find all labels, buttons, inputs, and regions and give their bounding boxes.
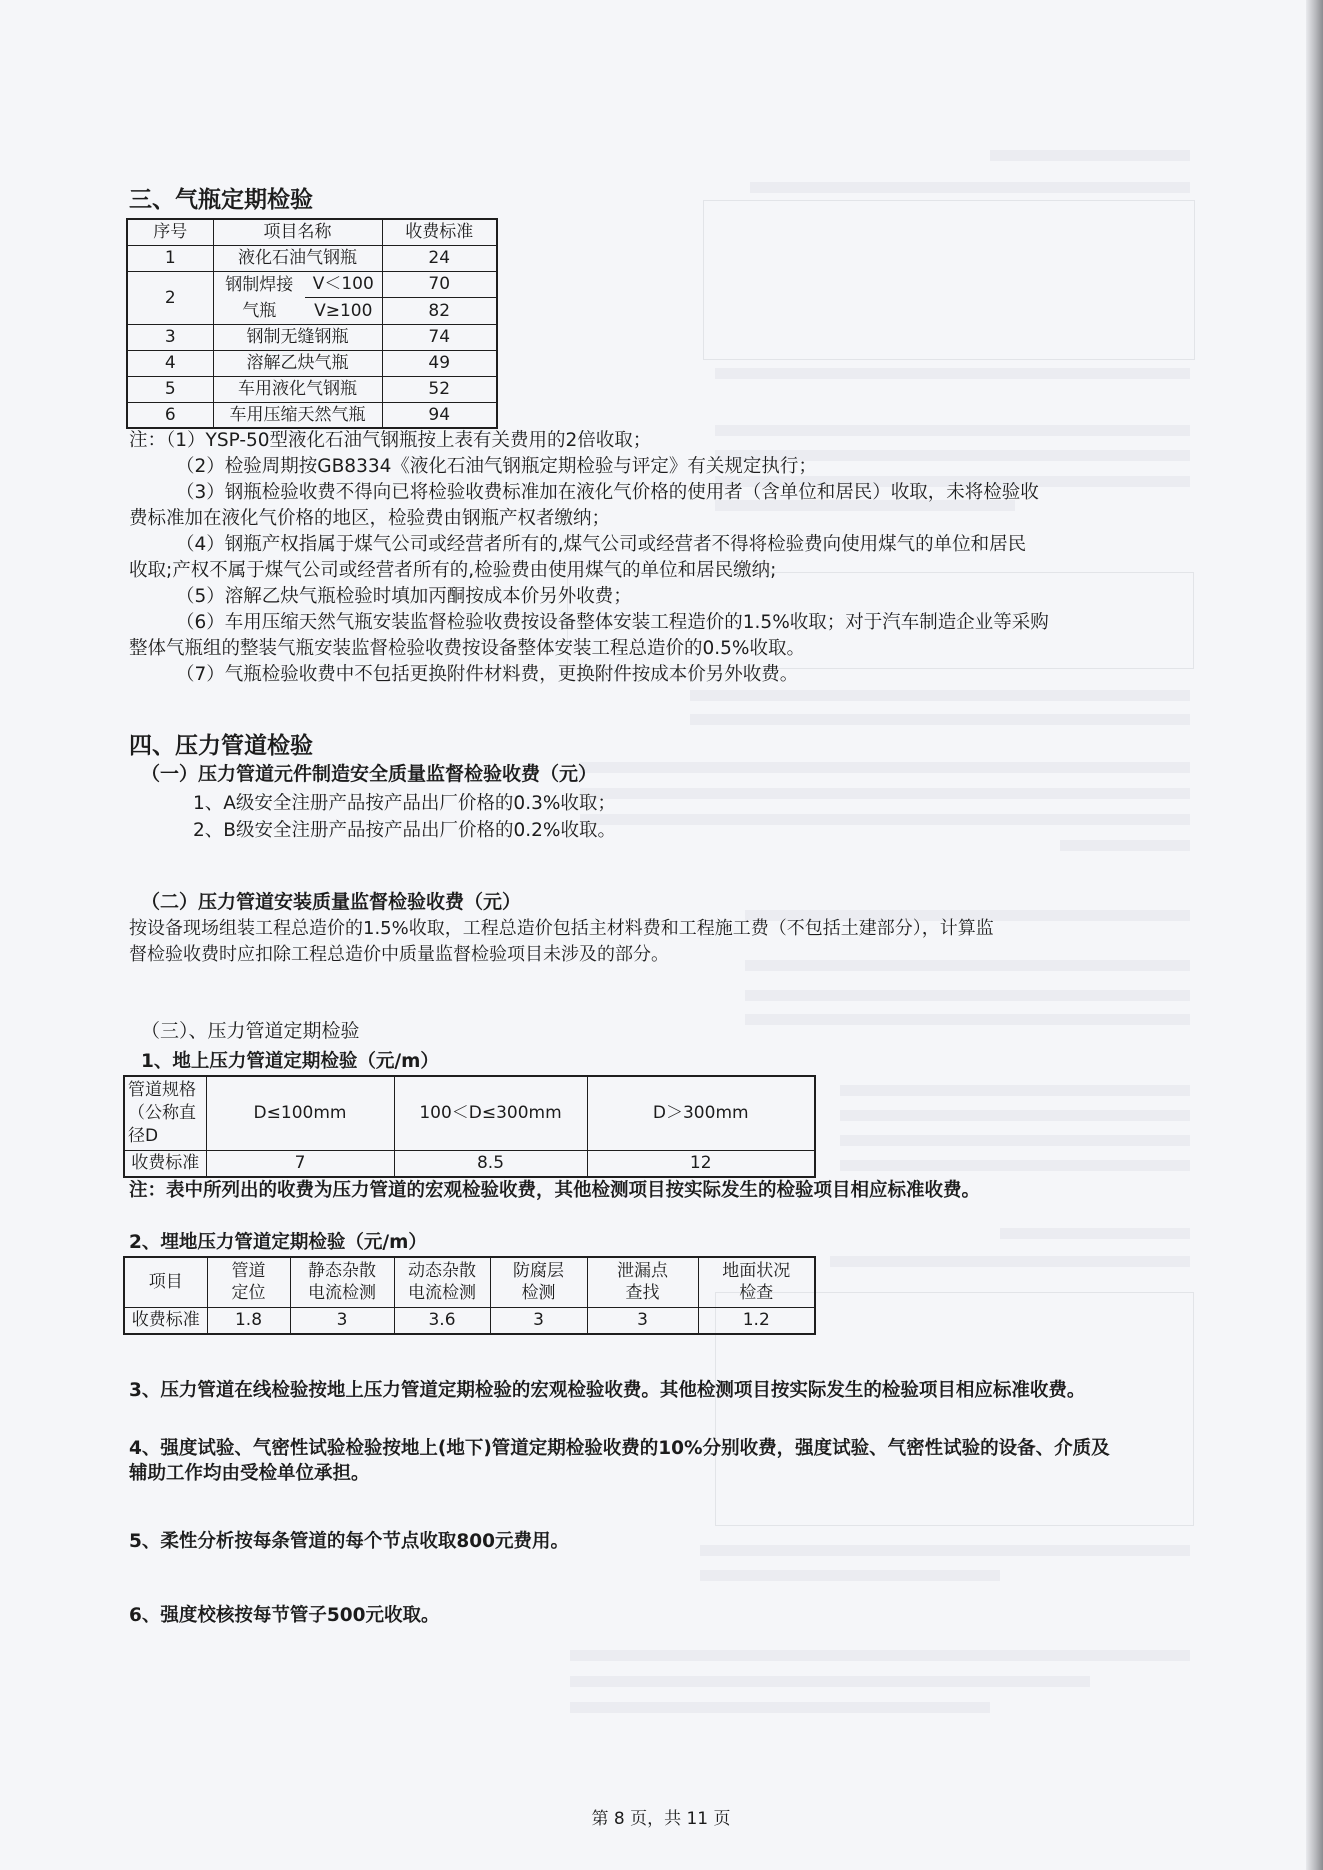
show-through-mark [1060,840,1190,851]
show-through-mark [745,960,1190,971]
part-3-title: （三）、压力管道定期检验 [141,1020,360,1042]
row-fee: 52 [382,376,497,402]
row-no: 5 [127,376,213,402]
spec-cell: 100＜D≤300mm [394,1076,587,1150]
column-header-line: 静态杂散 [308,1261,376,1282]
fee-label: 收费标准 [124,1150,206,1177]
fee-cell: 3.6 [394,1307,490,1334]
note-line: （5）溶解乙炔气瓶检验时填加丙酮按成本价另外收费； [176,586,632,607]
row-no: 4 [127,350,213,376]
buried-title: 2、埋地压力管道定期检验（元/m） [129,1232,427,1253]
row-fee: 49 [382,350,497,376]
spec-label-line: 径D [128,1125,159,1146]
column-header [698,1257,815,1307]
above-ground-pipe-fee-table [123,1075,816,1178]
column-header [394,1257,490,1307]
row-name: 车用压缩天然气瓶 [213,402,382,428]
show-through-mark [1000,1228,1190,1239]
fee-cell: 8.5 [394,1150,587,1177]
table-header-row [127,219,497,245]
header-fee: 收费标准 [382,219,497,245]
row-fee: 70 [382,271,497,298]
section-3-heading: 三、气瓶定期检验 [129,187,313,213]
fee-cell: 1.8 [207,1307,290,1334]
column-header-line: 定位 [231,1283,266,1304]
header-name: 项目名称 [213,219,382,245]
row-name: 钢制无缝钢瓶 [213,324,382,350]
part-2-line: 督检验收费时应扣除工程总造价中质量监督检验项目未涉及的部分。 [129,944,669,965]
column-header [587,1257,698,1307]
buried-pipe-fee-table [123,1256,816,1335]
note-line: （4）钢瓶产权指属于煤气公司或经营者所有的,煤气公司或经营者不得将检验费向使用煤气的单位和居民 [176,534,1027,555]
row-name [213,271,305,324]
note-line: （7）气瓶检验收费中不包括更换附件材料费，更换附件按成本价另外收费。 [176,664,799,685]
page-number-footer: 第 8 页，共 11 页 [591,1809,731,1829]
column-header-line: 泄漏点 [617,1261,668,1282]
row-no: 1 [127,245,213,271]
fee-cell: 3 [587,1307,698,1334]
row-spec: V≥100 [305,298,382,325]
fee-cell: 3 [290,1307,394,1334]
row-name-line: 气瓶 [242,300,277,321]
table-row [127,271,497,298]
rule-4-line: 4、强度试验、气密性试验检验按地上(地下)管道定期检验收费的10%分别收费，强度试验、气密性试验的设备、介质及 [129,1438,1110,1459]
row-no: 2 [127,271,213,324]
show-through-mark [570,1676,1090,1687]
show-through-mark [715,368,1190,379]
column-header-line: 地面状况 [722,1261,791,1282]
row-fee: 94 [382,402,497,428]
show-through-box [703,200,1195,360]
note-line: 收取;产权不属于煤气公司或经营者所有的,检验费由使用煤气的单位和居民缴纳; [129,560,777,581]
part-2-title: （二）压力管道安装质量监督检验收费（元） [141,891,522,913]
show-through-mark [570,1702,990,1713]
table-row [127,376,497,402]
table-header-row [124,1257,815,1307]
fee-cell: 3 [490,1307,587,1334]
scan-edge-shadow [1306,0,1323,1870]
header-no: 序号 [127,219,213,245]
row-fee: 74 [382,324,497,350]
column-header-line: 动态杂散 [408,1261,476,1282]
rule-6: 6、强度校核按每节管子500元收取。 [129,1605,440,1626]
row-no: 3 [127,324,213,350]
fee-cell: 1.2 [698,1307,815,1334]
row-name: 液化石油气钢瓶 [213,245,382,271]
part-2-line: 按设备现场组装工程总造价的1.5%收取，工程总造价包括主材料费和工程施工费（不包括土建部分），计算监 [129,918,994,939]
show-through-mark [840,1135,1190,1146]
note-line: （2）检验周期按GB8334《液化石油气钢瓶定期检验与评定》有关规定执行； [176,456,817,477]
row-name: 溶解乙炔气瓶 [213,350,382,376]
show-through-mark [990,150,1190,161]
fee-cell: 7 [206,1150,394,1177]
table-header-row [124,1076,815,1150]
show-through-mark [750,182,1190,193]
column-header-line: 管道 [231,1261,266,1282]
note-line: （3）钢瓶检验收费不得向已将检验收费标准加在液化气价格的使用者（含单位和居民）收取，未将检验收 [176,482,1039,503]
gas-cylinder-fee-table [126,218,498,429]
column-header [490,1257,587,1307]
show-through-mark [840,1085,1190,1096]
show-through-mark [745,1014,1190,1025]
table-row [127,350,497,376]
item-label: 项目 [124,1257,207,1307]
row-fee: 24 [382,245,497,271]
show-through-mark [745,990,1190,1001]
column-header [207,1257,290,1307]
rule-5: 5、柔性分析按每条管道的每个节点收取800元费用。 [129,1531,569,1552]
note-line: 注：（1）YSP-50型液化石油气钢瓶按上表有关费用的2倍收取； [129,430,652,451]
show-through-mark [570,1650,1190,1661]
column-header-line: 检测 [521,1283,556,1304]
column-header-line: 电流检测 [408,1283,476,1304]
show-through-mark [700,1545,1190,1556]
spec-cell: D≤100mm [206,1076,394,1150]
show-through-mark [580,788,1190,799]
part-1-item: 2、B级安全注册产品按产品出厂价格的0.2%收取。 [193,820,616,841]
spec-label-line: 管道规格 [128,1079,196,1100]
row-name: 车用液化气钢瓶 [213,376,382,402]
part-1-item: 1、A级安全注册产品按产品出厂价格的0.3%收取； [193,793,616,814]
show-through-mark [690,714,1190,725]
rule-3: 3、压力管道在线检验按地上压力管道定期检验的宏观检验收费。其他检测项目按实际发生的检验项目相应标准收费。 [129,1380,1086,1401]
show-through-mark [690,690,1190,701]
show-through-mark [715,425,1190,436]
fee-label: 收费标准 [124,1307,207,1334]
show-through-mark [840,1110,1190,1121]
column-header-line: 检查 [739,1283,774,1304]
row-fee: 82 [382,298,497,325]
spec-label-line: （公称直 [128,1102,196,1123]
spec-cell: D＞300mm [587,1076,815,1150]
fee-cell: 12 [587,1150,815,1177]
rule-4-line: 辅助工作均由受检单位承担。 [129,1463,370,1484]
table-row [124,1150,815,1177]
column-header-line: 电流检测 [308,1283,376,1304]
part-1-title: （一）压力管道元件制造安全质量监督检验收费（元） [141,763,598,785]
section-4-heading: 四、压力管道检验 [129,733,313,759]
show-through-mark [580,814,1190,825]
above-ground-note: 注：表中所列出的收费为压力管道的宏观检验收费，其他检测项目按实际发生的检验项目相应标准收费。 [129,1180,981,1201]
row-no: 6 [127,402,213,428]
spec-label [124,1076,206,1150]
row-name-line: 钢制焊接 [225,274,294,295]
above-ground-title: 1、地上压力管道定期检验（元/m） [141,1051,439,1072]
show-through-mark [830,1256,1190,1267]
note-line: 费标准加在液化气价格的地区，检验费由钢瓶产权者缴纳； [129,508,611,529]
column-header-line: 防腐层 [513,1261,564,1282]
note-line: 整体气瓶组的整装气瓶安装监督检验收费按设备整体安装工程总造价的0.5%收取。 [129,638,806,659]
row-spec: V＜100 [305,271,382,298]
show-through-mark [840,1160,1190,1171]
table-row [127,402,497,428]
column-header-line: 查找 [625,1283,660,1304]
show-through-mark [580,762,1190,773]
table-row [127,324,497,350]
show-through-mark [700,1570,1000,1581]
note-line: （6）车用压缩天然气瓶安装监督检验收费按设备整体安装工程造价的1.5%收取；对于汽车制造企业等采购 [176,612,1049,633]
table-row [127,245,497,271]
column-header [290,1257,394,1307]
table-row [124,1307,815,1334]
